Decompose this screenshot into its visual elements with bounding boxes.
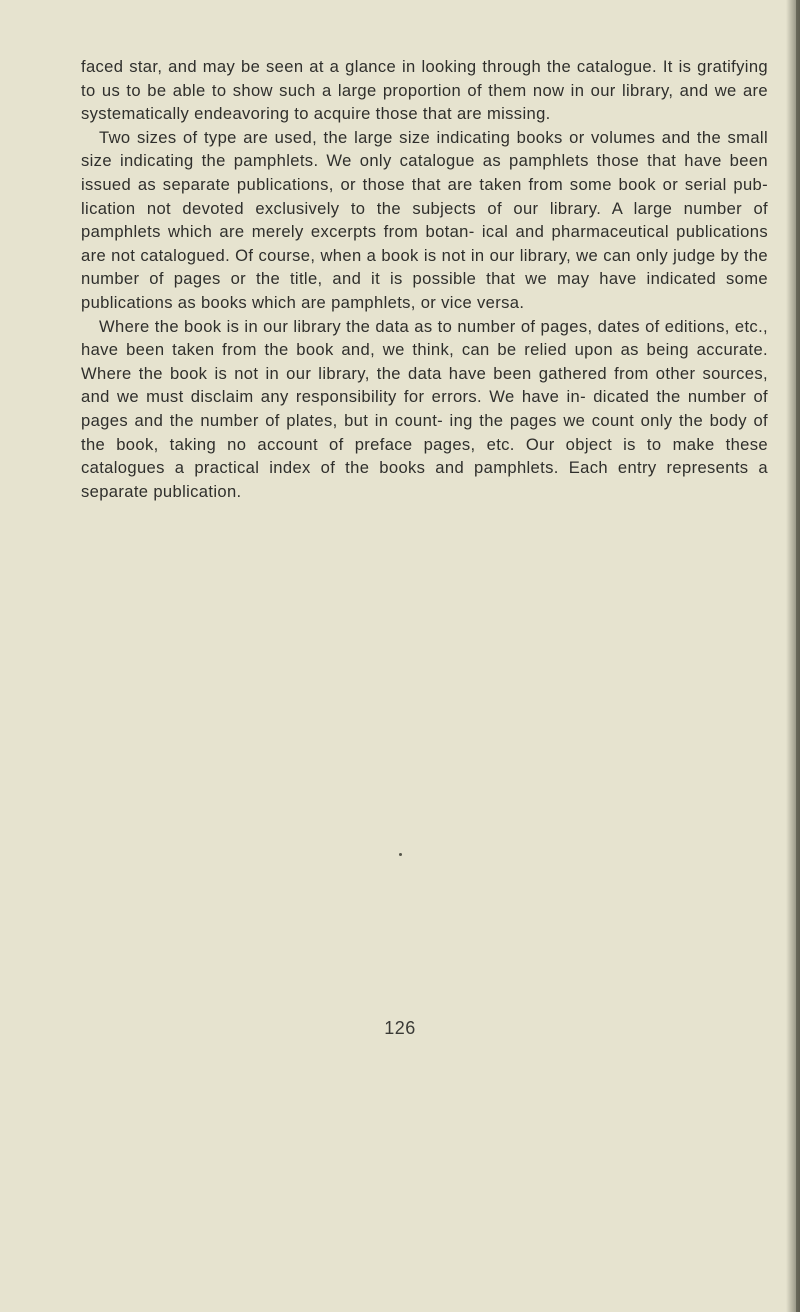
paragraph-2: Two sizes of type are used, the large size indicating books or volumes and the small size indicating the pamphlets. We only catalogue as pamphlets those that have been issued as separate publications, or those that are taken from some book or serial pub- lication not devoted exclusively to the subjects of our library. A large number of pamphlets which are merely excerpts from botan- ical and pharmaceutical publications are not catalogued. Of course, when a book is not in our library, we can only judge by the number of pages or the title, and it is possible that we may have indicated some publications as books which are pamphlets, or vice versa.: [81, 127, 768, 312]
page-number: 126: [384, 1018, 416, 1038]
paragraph-3: Where the book is in our library the data as to number of pages, dates of editions, etc., have been taken from the book and, we think, can be relied upon as being accurate. Where the book is not in our library, the data have been gathered from other sources, and we must disclaim any responsibility for errors. We have in- dicated the number of pages and the number of plates, but in count- ing the pages we count only the body of the book, taking no account of preface pages, etc. Our object is to make these catalogues a practical index of the books and pamphlets. Each entry represents a separate publication.: [81, 316, 768, 501]
ink-speck: [399, 853, 402, 856]
body-text: [81, 55, 768, 503]
page-edge: [796, 0, 800, 1312]
paragraph-1: faced star, and may be seen at a glance in looking through the catalogue. It is gratifying to us to be able to show such a large proportion of them now in our library, and we are systematically endeavoring to acquire those that are missing.: [81, 57, 768, 124]
